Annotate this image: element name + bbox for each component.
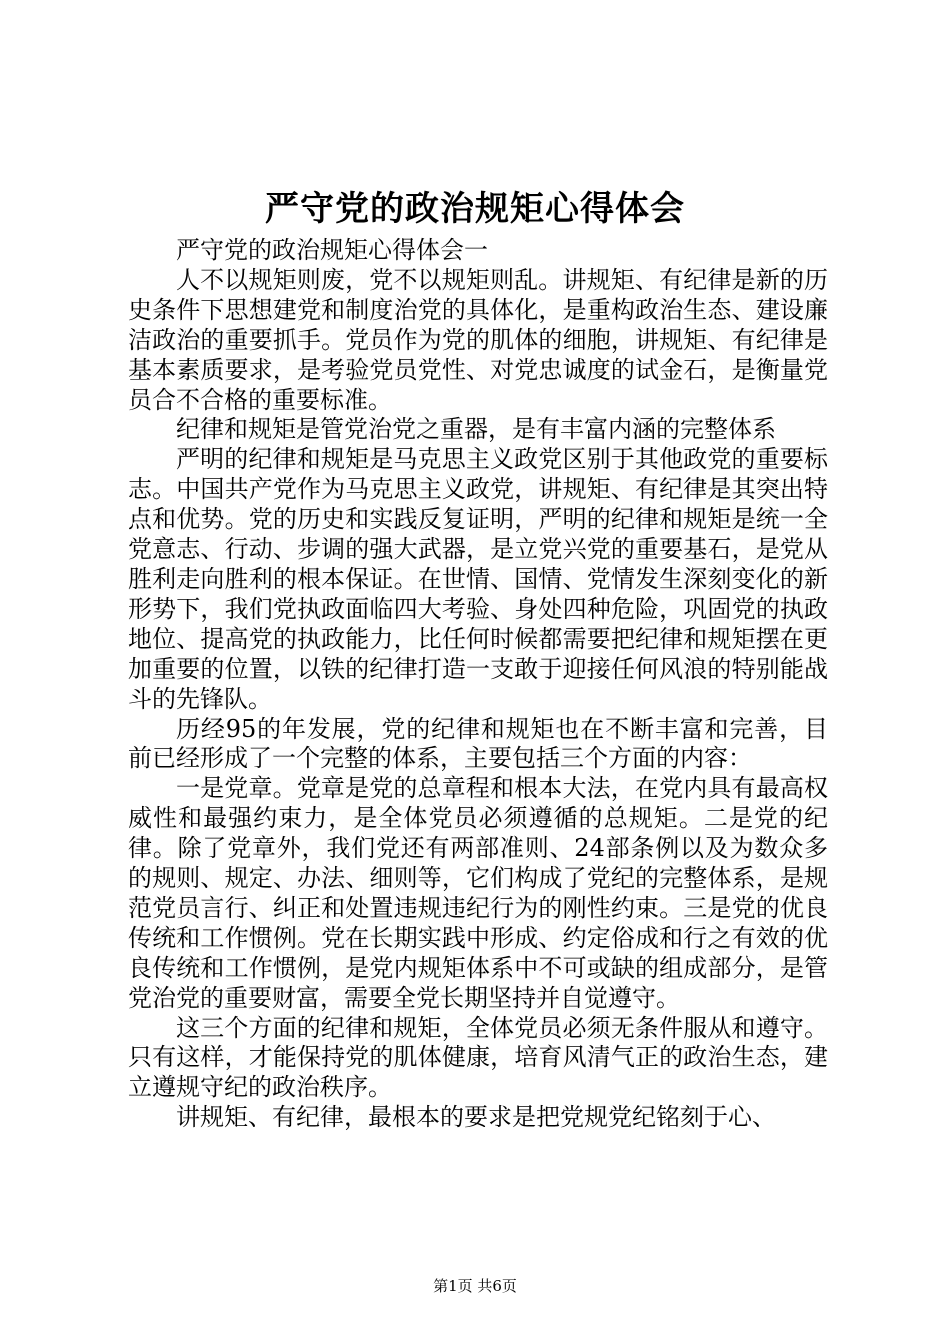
page-footer: 第1页 共6页	[433, 1277, 517, 1295]
paragraph: 严明的纪律和规矩是马克思主义政党区别于其他政党的重要标志。中国共产党作为马克思主义政党，讲规矩、有纪律是其突出特点和优势。党的历史和实践反复证明，严明的纪律和规矩是统一全党意志、行动、步调的强大武器，是立党兴党的重要基石，是党从胜利走向胜利的根本保证。在世情、国情、党情发生深刻变化的新形势下，我们党执政面临四大考验、身处四种危险，巩固党的执政地位、提高党的执政能力，比任何时候都需要把纪律和规矩摆在更加重要的位置，以铁的纪律打造一支敢于迎接任何风浪的特别能战斗的先锋队。	[128, 445, 828, 713]
paragraph: 历经95的年发展，党的纪律和规矩也在不断丰富和完善，目前已经形成了一个完整的体系，主要包括三个方面的内容：	[128, 714, 828, 773]
document-title: 严守党的政治规矩心得体会	[265, 189, 685, 229]
document-body	[128, 236, 828, 1133]
paragraph: 人不以规矩则废，党不以规矩则乱。讲规矩、有纪律是新的历史条件下思想建党和制度治党的具体化，是重构政治生态、建设廉洁政治的重要抓手。党员作为党的肌体的细胞，讲规矩、有纪律是基本素质要求，是考验党员党性、对党忠诚度的试金石，是衡量党员合不合格的重要标准。	[128, 265, 828, 414]
paragraph-heading: 纪律和规矩是管党治党之重器，是有丰富内涵的完整体系	[176, 415, 776, 444]
paragraph: 讲规矩、有纪律，最根本的要求是把党规党纪铭刻于心、	[176, 1103, 776, 1132]
paragraph-subtitle: 严守党的政治规矩心得体会一	[176, 236, 488, 264]
paragraph: 这三个方面的纪律和规矩，全体党员必须无条件服从和遵守。只有这样，才能保持党的肌体健康，培育风清气正的政治生态，建立遵规守纪的政治秩序。	[128, 1013, 828, 1102]
paragraph: 一是党章。党章是党的总章程和根本大法，在党内具有最高权威性和最强约束力，是全体党员必须遵循的总规矩。二是党的纪律。除了党章外，我们党还有两部准则、24部条例以及为数众多的规则、规定、办法、细则等，它们构成了党纪的完整体系，是规范党员言行、纠正和处置违规违纪行为的刚性约束。三是党的优良传统和工作惯例。党在长期实践中形成、约定俗成和行之有效的优良传统和工作惯例，是党内规矩体系中不可或缺的组成部分，是管党治党的重要财富，需要全党长期坚持并自觉遵守。	[128, 774, 828, 1012]
